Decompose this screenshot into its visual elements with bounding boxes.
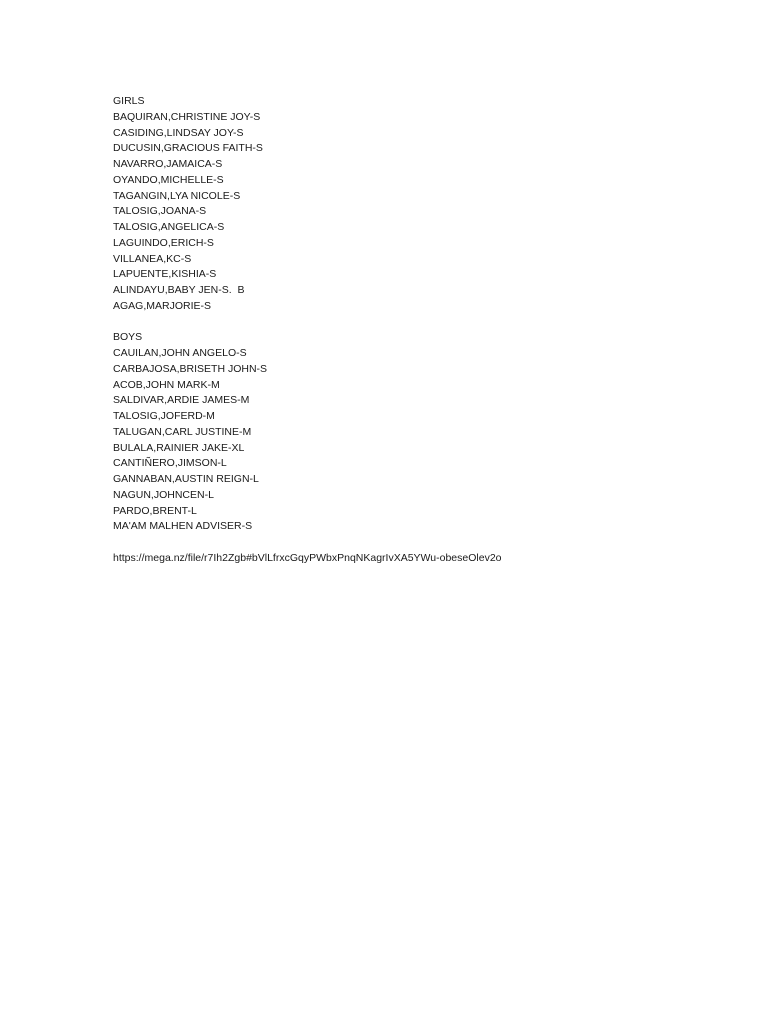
list-item: TALUGAN,CARL JUSTINE-M	[113, 425, 252, 438]
list-item: TALOSIG,JOFERD-M	[113, 410, 215, 422]
paragraph-gap	[113, 535, 733, 551]
list-item: CASIDING,LINDSAY JOY-S	[113, 126, 244, 139]
list-item: PARDO,BRENT-L	[113, 504, 197, 517]
boys-heading: BOYS	[113, 331, 143, 344]
list-item: BAQUIRAN,CHRISTINE JOY-S	[113, 110, 261, 123]
list-item: AGAG,MARJORIE-S	[113, 299, 212, 312]
list-item: NAGUN,JOHNCEN-L	[113, 488, 214, 501]
list-item: NAVARRO,JAMAICA-S	[113, 158, 223, 170]
list-item: DUCUSIN,GRACIOUS FAITH-S	[113, 142, 263, 155]
list-item: LAGUINDO,ERICH-S	[113, 236, 214, 249]
list-item: MA'AM MALHEN ADVISER-S	[113, 520, 253, 533]
document-body	[113, 94, 733, 567]
girls-heading: GIRLS	[113, 95, 145, 107]
list-item: TALOSIG,JOANA-S	[113, 205, 207, 218]
list-item: LAPUENTE,KISHIA-S	[113, 268, 217, 281]
file-link[interactable]: https://mega.nz/file/r7Ih2Zgb#bVlLfrxcGqyPWbxPnqNKagrIvXA5YWu-obeseOlev2o	[113, 551, 502, 564]
list-item: SALDIVAR,ARDIE JAMES-M	[113, 394, 250, 407]
list-item: CARBAJOSA,BRISETH JOHN-S	[113, 362, 268, 375]
list-item: CANTIÑERO,JIMSON-L	[113, 457, 227, 470]
list-item: ACOB,JOHN MARK-M	[113, 378, 220, 391]
list-item: ALINDAYU,BABY JEN-S. B	[113, 284, 245, 296]
list-item: OYANDO,MICHELLE-S	[113, 173, 224, 186]
list-item: CAUILAN,JOHN ANGELO-S	[113, 347, 247, 359]
list-item: BULALA,RAINIER JAKE-XL	[113, 441, 245, 454]
list-item: VILLANEA,KC-S	[113, 252, 192, 265]
paragraph-gap	[113, 315, 733, 331]
list-item: TAGANGIN,LYA NICOLE-S	[113, 189, 241, 202]
list-item: TALOSIG,ANGELICA-S	[113, 221, 225, 233]
list-item: GANNABAN,AUSTIN REIGN-L	[113, 473, 259, 485]
